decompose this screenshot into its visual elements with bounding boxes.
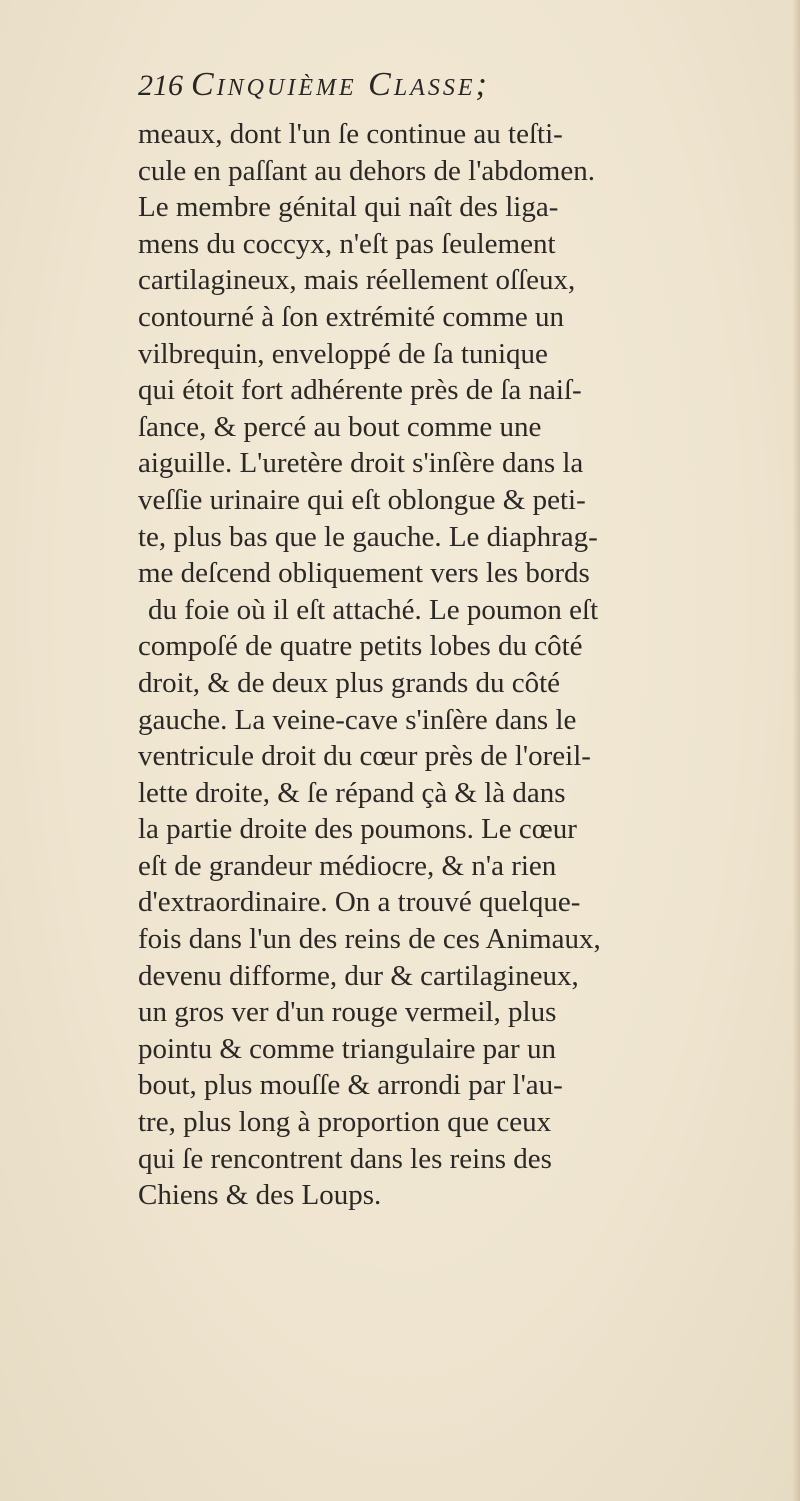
text-line: cartilagineux, mais réellement oſſeux, (138, 264, 576, 297)
text-line: contourné à ſon extrémité comme un (138, 300, 564, 333)
text-line: ſance, & percé au bout comme une (138, 410, 542, 443)
text-line: Chiens & des Loups. (138, 1179, 382, 1212)
body-text (138, 116, 778, 1214)
running-head: Cinquième Classe; (191, 66, 490, 103)
text-line: d'extraordinaire. On a trouvé quelque- (138, 886, 581, 919)
text-line: pointu & comme triangulaire par un (138, 1032, 556, 1065)
page-edge-shadow (792, 0, 800, 1501)
text-line: eſt de grandeur médiocre, & n'a rien (138, 849, 557, 882)
text-line: cule en paſſant au dehors de l'abdomen. (138, 154, 595, 187)
text-line: la partie droite des poumons. Le cœur (138, 813, 577, 846)
text-line: aiguille. L'uretère droit s'inſère dans la (138, 447, 584, 480)
text-line: lette droite, & ſe répand çà & là dans (138, 776, 566, 809)
text-line: ventricule droit du cœur près de l'oreil- (138, 740, 591, 773)
text-line: meaux, dont l'un ſe continue au teſti- (138, 118, 563, 150)
text-line: mens du coccyx, n'eſt pas ſeulement (138, 227, 556, 260)
text-line: vilbrequin, enveloppé de ſa tunique (138, 337, 548, 370)
text-line: bout, plus mouſſe & arrondi par l'au- (138, 1069, 563, 1102)
text-line: fois dans l'un des reins de ces Animaux, (138, 923, 601, 956)
text-line: gauche. La veine-cave s'inſère dans le (138, 703, 577, 736)
text-line: compoſé de quatre petits lobes du côté (138, 630, 583, 663)
text-line: du foie où il eſt attaché. Le poumon eſt (148, 593, 599, 626)
text-line: droit, & de deux plus grands du côté (138, 666, 561, 699)
text-line: qui ſe rencontrent dans les reins des (138, 1142, 552, 1175)
page-header (138, 66, 758, 112)
page-number: 216 (138, 69, 183, 102)
text-line: Le membre génital qui naît des liga- (138, 191, 559, 224)
text-line: me deſcend obliquement vers les bords (138, 557, 590, 590)
text-line: devenu difforme, dur & cartilagineux, (138, 959, 579, 992)
text-line: un gros ver d'un rouge vermeil, plus (138, 996, 557, 1029)
text-line: te, plus bas que le gauche. Le diaphrag- (138, 520, 598, 553)
text-line: tre, plus long à proportion que ceux (138, 1106, 552, 1139)
text-line: veſſie urinaire qui eſt oblongue & peti- (138, 483, 586, 516)
text-line: qui étoit fort adhérente près de ſa naiſ- (138, 374, 582, 407)
